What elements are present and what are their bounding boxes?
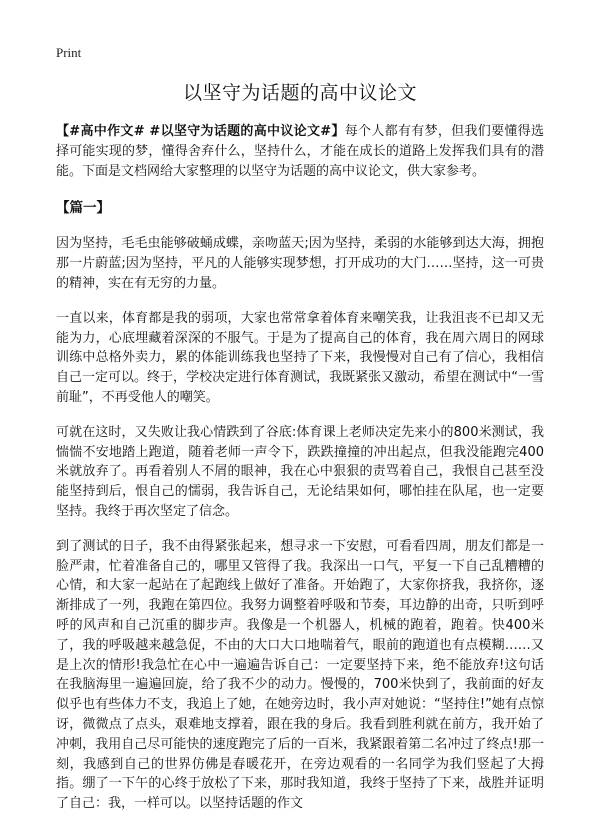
print-label: Print	[56, 45, 82, 60]
body-paragraph-3: 可就在这时，又失败让我心情跌到了谷底:体育课上老师决定先来小的800米测试，我惴惴不安地踏上跑道，随着老师一声令下，跌跌撞撞的冲出起点，但我没能跑完400米就放弃了。再看着别人不屑的眼神，我在心中狠狠的责骂着自己，我恨自己甚至没能坚持到后，恨自己的懦弱，我告诉自己，无论结果如何，哪怕挂在队尾，也一定要坚持。我终于再次坚定了信念。	[56, 424, 544, 519]
body-paragraph-2: 一直以来，体育都是我的弱项，大家也常常拿着体育来嘲笑我，让我沮丧不已却又无能为力，心底埋藏着深深的不服气。于是为了提高自己的体育，我在周六周日的网球训练中总格外卖力，累的体能训练我也坚持了下来，我慢慢对自己有了信心，我相信自己一定可以。终于，学校决定进行体育测试，我既紧张又激动，希望在测试中“一雪前耻”，不再受他人的嘲笑。	[56, 310, 544, 405]
intro-paragraph	[56, 122, 544, 181]
article-body	[56, 122, 544, 829]
body-paragraph-1: 因为坚持，毛毛虫能够破蛹成蝶，亲吻蓝天;因为坚持，柔弱的水能够到达大海，拥抱那一片蔚蓝;因为坚持，平凡的人能够实现梦想，打开成功的大门……坚持，这一可贵的精神，实在有无穷的力量。	[56, 236, 544, 291]
intro-tag: 【#高中作文# #以坚守为话题的高中议论文#】	[56, 124, 345, 139]
body-paragraph-4: 到了测试的日子，我不由得紧张起来，想寻求一下安慰，可看看四周，朋友们都是一脸严肃，忙着准备自己的，哪里又管得了我。我深出一口气，平复一下自己乱糟糟的心情，和大家一起站在了起跑线上做好了准备。开始跑了，大家你挤我，我挤你，逐渐排成了一列，我跑在第四位。我努力调整着呼吸和节奏，耳边静的出奇，只听到呼呼的风声和自己沉重的脚步声。我像是一个机器人，机械的跑着，跑着。快400米了，我的呼吸越来越急促，不由的大口大口地喘着气，眼前的跑道也有点模糊……又是上次的情形!我急忙在心中一遍遍告诉自己：一定要坚持下来，绝不能放弃!这句话在我脑海里一遍遍回旋，给了我不少的动力。慢慢的，700米快到了，我前面的好友似乎也有些体力不支，我追上了她，在她旁边时，我小声对她说：“坚持住!”她有点惊讶，微微点了点头，艰难地支撑着，跟在我的身后。我看到胜利就在前方，我开始了冲刺，我用自己尽可能快的速度跑完了后的一百米，我紧跟着第二名冲过了终点!那一刻，我感到自己的世界仿佛是春暖花开，在旁边观看的一名同学为我们竖起了大拇指。绷了一下午的心终于放松了下来，那时我知道，我终于坚持了下来，战胜并证明了自己：我，一样可以。以坚持话题的作文	[56, 538, 544, 812]
section-heading: 【篇一】	[56, 200, 110, 217]
page-title: 以坚守为话题的高中议论文	[182, 82, 417, 104]
intro-text: 每个人都有有梦，但我们要懂得选择可能实现的梦，懂得舍弃什么，坚持什么，才能在成长的道路上发挥我们具有的潜能。下面是文档网给大家整理的以坚守为话题的高中议论文，供大家参考。	[56, 124, 544, 179]
